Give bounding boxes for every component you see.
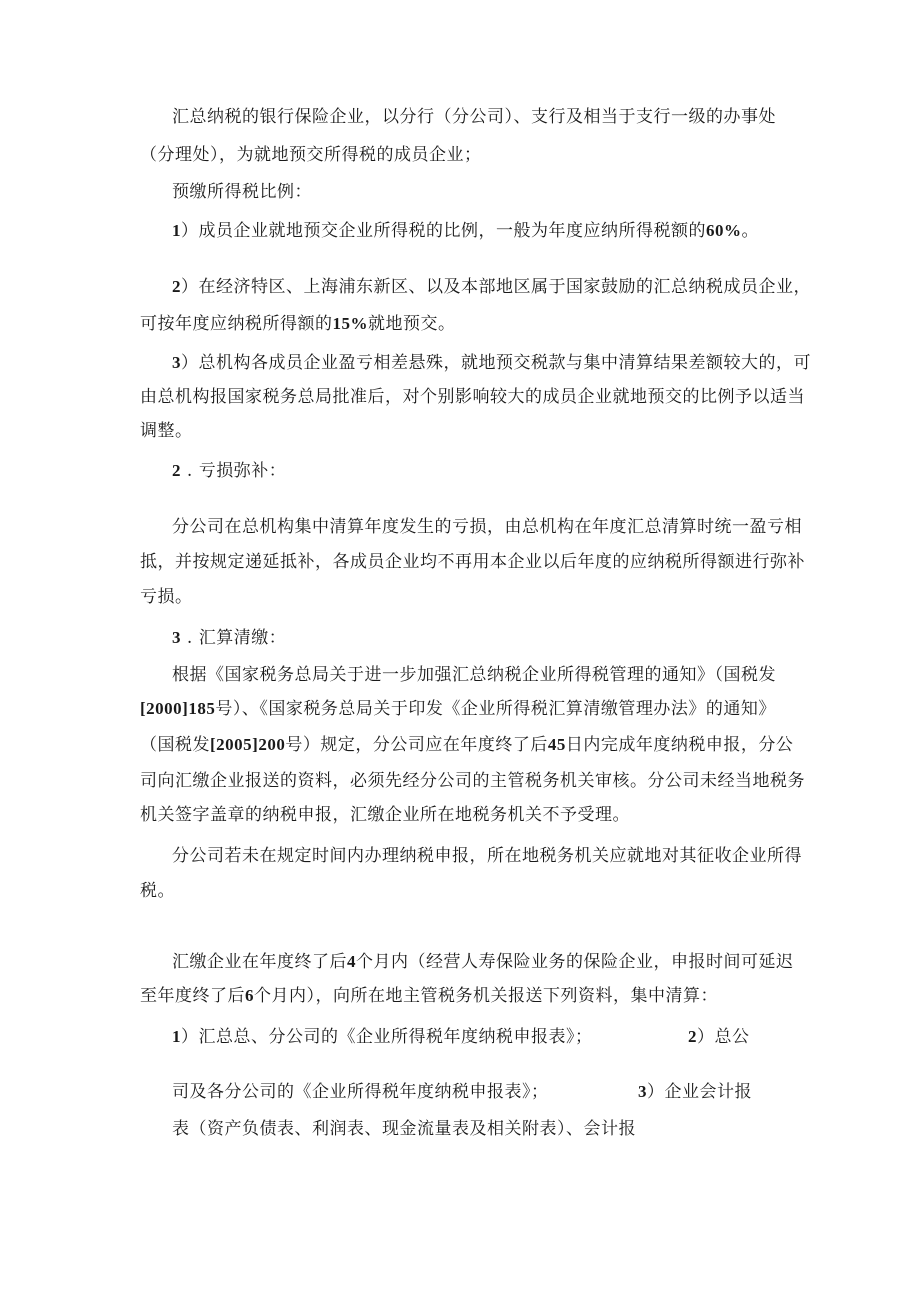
paragraph-line	[140, 985, 718, 1007]
text-segment: 预缴所得税比例：	[172, 182, 312, 202]
text-segment: 可按年度应纳税所得额的	[140, 314, 333, 334]
text-segment: 税。	[140, 881, 175, 901]
paragraph-line	[140, 586, 193, 608]
text-segment: ）企业会计报	[647, 1082, 752, 1102]
section-heading	[172, 460, 286, 482]
paragraph-line	[140, 698, 776, 720]
text-segment: 个月内（经营人寿保险业务的保险企业，申报时间可延迟	[356, 952, 794, 972]
paragraph-line	[140, 420, 193, 442]
text-segment: ）在经济特区、上海浦东新区、以及本部地区属于国家鼓励的汇总纳税成员企业，	[181, 277, 811, 297]
bold-text: 60%	[706, 221, 742, 240]
text-segment: 汇缴企业在年度终了后	[172, 952, 347, 972]
text-segment: 调整。	[140, 421, 193, 441]
bold-text: 45	[547, 735, 566, 754]
text-segment: 司及各分公司的《企业所得税年度纳税申报表》；	[172, 1082, 549, 1102]
text-segment: 号）规定，分公司应在年度终了后	[285, 735, 548, 755]
paragraph-line	[688, 1026, 750, 1048]
bold-text: 3	[172, 353, 181, 372]
text-segment: . 亏损弥补：	[181, 461, 287, 481]
text-segment: 分公司在总机构集中清算年度发生的亏损，由总机构在年度汇总清算时统一盈亏相	[172, 517, 802, 537]
bold-text: 2	[172, 461, 181, 480]
text-segment: . 汇算清缴：	[181, 628, 287, 648]
paragraph-line	[172, 220, 759, 242]
paragraph-line	[172, 352, 811, 374]
bold-text: 2	[688, 1027, 697, 1046]
paragraph-line	[172, 1026, 593, 1048]
text-segment: 个月内），向所在地主管税务机关报送下列资料，集中清算：	[254, 986, 718, 1006]
paragraph-line	[140, 313, 456, 335]
bold-text: 2	[172, 277, 181, 296]
text-segment: 由总机构报国家税务总局批准后，对个别影响较大的成员企业就地预交的比例予以适当	[140, 387, 805, 407]
paragraph-line	[172, 276, 811, 298]
paragraph-line	[140, 144, 482, 166]
text-segment: ）成员企业就地预交企业所得税的比例，一般为年度应纳所得税额的	[181, 221, 706, 241]
paragraph-line	[172, 516, 802, 538]
paragraph-line	[638, 1081, 752, 1103]
paragraph-line	[172, 1081, 549, 1103]
text-segment: （国税发	[140, 735, 210, 755]
paragraph-line	[172, 845, 802, 867]
text-segment: 根据《国家税务总局关于进一步加强汇总纳税企业所得税管理的通知》（国税发	[172, 665, 776, 685]
bold-text: [2000]185	[140, 699, 216, 718]
text-segment: 。	[741, 221, 759, 241]
paragraph-line	[172, 1118, 636, 1140]
text-segment: 司向汇缴企业报送的资料，必须先经分公司的主管税务机关审核。分公司未经当地税务	[140, 771, 805, 791]
text-segment: 亏损。	[140, 587, 193, 607]
bold-text: [2005]200	[210, 735, 286, 754]
text-segment: ）总机构各成员企业盈亏相差悬殊，就地预交税款与集中清算结果差额较大的，可	[181, 353, 811, 373]
bold-text: 4	[347, 952, 356, 971]
text-segment: 表（资产负债表、利润表、现金流量表及相关附表）、会计报	[172, 1119, 636, 1139]
paragraph-line	[172, 106, 776, 128]
text-segment: 机关签字盖章的纳税申报，汇缴企业所在地税务机关不予受理。	[140, 805, 630, 825]
text-segment: 就地预交。	[368, 314, 456, 334]
paragraph-line	[140, 386, 805, 408]
bold-text: 3	[638, 1082, 647, 1101]
text-segment: 汇总纳税的银行保险企业，以分行（分公司）、支行及相当于支行一级的办事处	[172, 107, 776, 127]
text-segment: 至年度终了后	[140, 986, 245, 1006]
paragraph-line	[140, 804, 630, 826]
paragraph-line	[172, 664, 776, 686]
text-segment: ）汇总总、分公司的《企业所得税年度纳税申报表》；	[181, 1027, 593, 1047]
text-segment: 号）、《国家税务总局关于印发《企业所得税汇算清缴管理办法》的通知》	[215, 699, 776, 719]
paragraph-line	[140, 770, 805, 792]
paragraph-line	[140, 734, 793, 756]
text-segment: 分公司若未在规定时间内办理纳税申报，所在地税务机关应就地对其征收企业所得	[172, 846, 802, 866]
section-heading	[172, 627, 286, 649]
text-segment: （分理处），为就地预交所得税的成员企业；	[140, 145, 482, 165]
paragraph-line	[172, 181, 312, 203]
bold-text: 1	[172, 1027, 181, 1046]
bold-text: 15%	[332, 314, 368, 333]
paragraph-line	[140, 880, 175, 902]
bold-text: 1	[172, 221, 181, 240]
bold-text: 3	[172, 628, 181, 647]
paragraph-line	[172, 951, 794, 973]
text-segment: 抵，并按规定递延抵补，各成员企业均不再用本企业以后年度的应纳税所得额进行弥补	[140, 552, 805, 572]
text-segment: 日内完成年度纳税申报，分公	[565, 735, 794, 755]
text-segment: ）总公	[697, 1027, 750, 1047]
paragraph-line	[140, 551, 805, 573]
bold-text: 6	[245, 986, 254, 1005]
